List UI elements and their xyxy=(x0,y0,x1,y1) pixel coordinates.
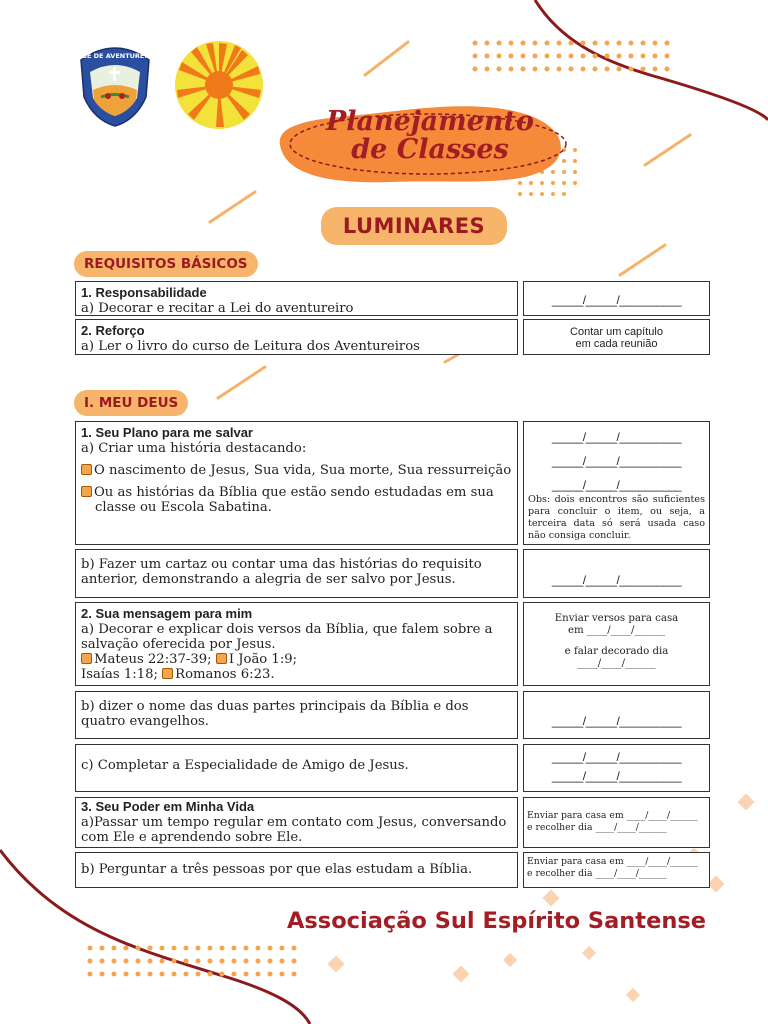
note-box: Enviar para casa em ____/____/______ e recolher dia ____/____/______ xyxy=(523,797,710,848)
requirement-title: 1. Responsabilidade xyxy=(81,285,207,300)
requirement-power xyxy=(75,797,518,848)
date-blank[interactable]: _____/_____/__________ xyxy=(551,769,682,783)
requirement-text: b) Perguntar a três pessoas por que elas estudam a Bíblia. xyxy=(81,862,473,877)
requirement-text: b) Fazer um cartaz ou contar uma das histórias do requisito anterior, demonstrando a alegria de ser salvo por Jesus. xyxy=(81,557,482,587)
date-blank[interactable]: _____/_____/__________ xyxy=(551,750,682,764)
note-line: Contar um capítulo xyxy=(570,326,663,338)
requirement-poster xyxy=(75,549,518,598)
requirement-title: 1. Seu Plano para me salvar xyxy=(81,425,253,440)
date-blank[interactable]: _____/_____/__________ xyxy=(551,573,682,587)
requirement-reinforcement xyxy=(75,319,518,355)
requirement-title: 2. Reforço xyxy=(81,323,145,338)
option-item[interactable]: Ou as histórias da Bíblia que estão sendo estudadas em sua classe ou Escola Sabatina. xyxy=(81,485,512,515)
requirement-text: b) dizer o nome das duas partes principais da Bíblia e dos quatro evangelhos. xyxy=(81,699,469,729)
checkbox-icon[interactable] xyxy=(216,653,227,664)
note-line: em cada reunião xyxy=(575,338,658,350)
requirement-responsibility xyxy=(75,281,518,316)
date-box xyxy=(523,744,710,792)
logo-text: CLUBE DE AVENTUREIROS xyxy=(67,52,163,60)
requirement-title: 3. Seu Poder em Minha Vida xyxy=(81,799,255,814)
requirement-text: a) Decorar e recitar a Lei do aventureiro xyxy=(81,301,354,316)
requirement-text: a) Ler o livro do curso de Leitura dos Aventureiros xyxy=(81,339,420,354)
requirement-text: a) Decorar e explicar dois versos da Bíblia, que falem sobre a salvação oferecida por Jesus. xyxy=(81,622,493,652)
sun-logo xyxy=(174,40,264,130)
section-my-god: I. MEU DEUS xyxy=(74,390,188,416)
title-line-1: Planejamento xyxy=(326,106,534,137)
checkbox-icon[interactable] xyxy=(81,653,92,664)
option-item[interactable]: O nascimento de Jesus, Sua vida, Sua morte, Sua ressurreição xyxy=(81,463,512,478)
verse-list: Mateus 22:37-39; I João 1:9; xyxy=(81,652,512,667)
date-blank[interactable]: _____/_____/__________ xyxy=(551,293,682,307)
date-blank[interactable]: _____/_____/__________ xyxy=(551,454,682,468)
association-name: Associação Sul Espírito Santense xyxy=(287,908,706,934)
note-box: Enviar para casa em ____/____/______ e recolher dia ____/____/______ xyxy=(523,852,710,888)
date-box xyxy=(523,549,710,598)
checkbox-icon[interactable] xyxy=(81,486,92,497)
date-box xyxy=(523,281,710,316)
title-line-2: de Classes xyxy=(351,134,509,165)
requirement-friend-jesus xyxy=(75,744,518,792)
date-box xyxy=(523,421,710,545)
requirement-title: 2. Sua mensagem para mim xyxy=(81,606,253,621)
adventurers-club-logo xyxy=(67,42,163,126)
checkbox-icon[interactable] xyxy=(81,464,92,475)
date-blank[interactable]: _____/_____/__________ xyxy=(551,478,682,492)
page-title xyxy=(300,108,560,164)
requirement-ask-people xyxy=(75,852,518,888)
requirement-message xyxy=(75,602,518,686)
requirement-plan-salvation xyxy=(75,421,518,545)
requirement-text: a) Criar uma história destacando: xyxy=(81,441,307,456)
section-basic-requirements: REQUISITOS BÁSICOS xyxy=(74,251,258,277)
note-box xyxy=(523,319,710,355)
checkbox-icon[interactable] xyxy=(162,668,173,679)
requirement-bible-parts xyxy=(75,691,518,739)
note-box: Enviar versos para casa em ____/____/______ e falar decorado dia ____/____/______ xyxy=(523,602,710,686)
observation-note: Obs: dois encontros são suficientes para concluir o item, ou seja, a terceira data só será usada caso não consiga concluir. xyxy=(528,494,705,541)
requirement-text: a)Passar um tempo regular em contato com Jesus, conversando com Ele e aprendendo sobre Ele. xyxy=(81,815,507,845)
requirement-text: c) Completar a Especialidade de Amigo de Jesus. xyxy=(81,758,409,773)
date-blank[interactable]: _____/_____/__________ xyxy=(551,714,682,728)
verse-list: Isaías 1:18; Romanos 6:23. xyxy=(81,667,275,682)
date-blank[interactable]: _____/_____/__________ xyxy=(551,430,682,444)
date-box xyxy=(523,691,710,739)
class-name-banner: LUMINARES xyxy=(321,207,507,245)
